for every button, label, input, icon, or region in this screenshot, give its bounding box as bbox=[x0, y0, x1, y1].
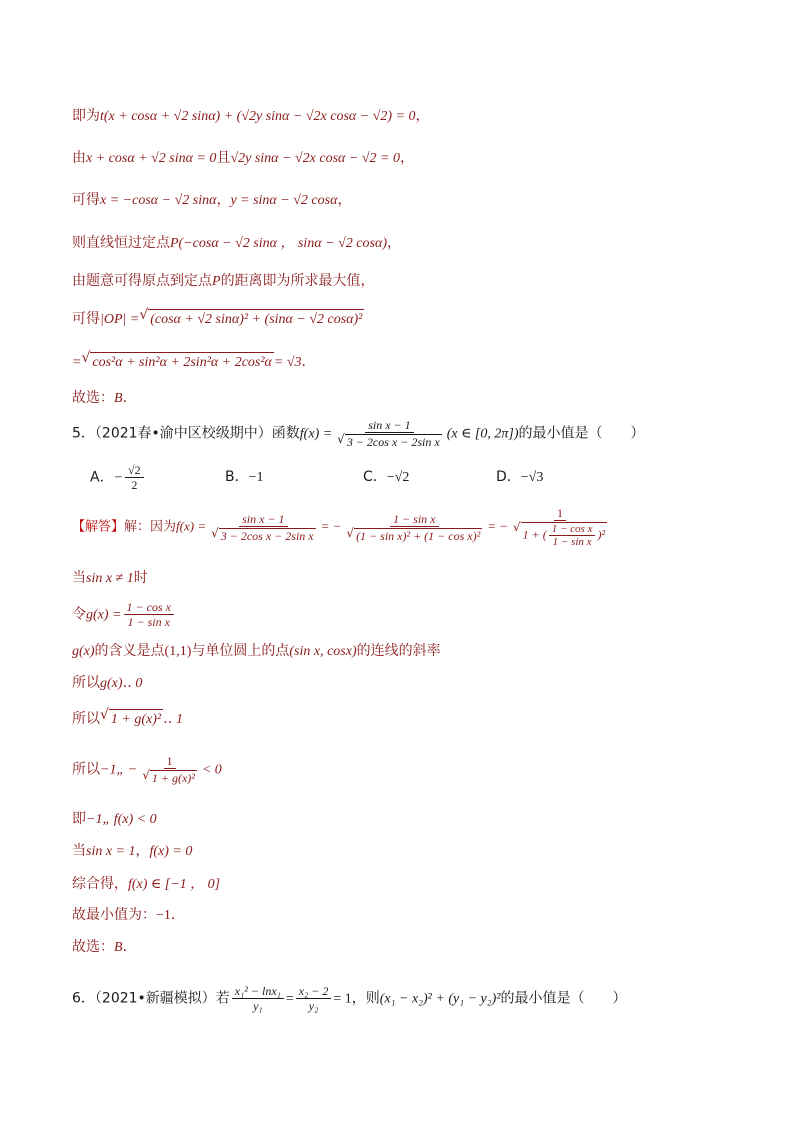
solution-line-3: 可得x = −cosα − √2 sinα，y = sinα − √2 cosα， bbox=[72, 192, 352, 208]
choice-a-fraction: $\frac{√2}{2}$ bbox=[125, 463, 144, 492]
fraction-x2: $\frac{\text{x₂ − 2}}{\text{y₂}}$ bbox=[296, 984, 332, 1013]
answer-tag: 【解答】 bbox=[72, 519, 125, 535]
solution-5-line-9: 当sin x = 1，f(x) = 0 bbox=[72, 843, 193, 859]
choice-a[interactable]: A．− $\frac{√2}{2}$ bbox=[90, 463, 146, 492]
sqrt-cos-sin: √ cos²α + sin²α + 2sin²α + 2cos²α bbox=[81, 351, 273, 373]
solution-5-line-1: 【解答】解：因为f(x) = sin x − 1 √ 3 − 2cos x − 2sin x = − 1 − sin x √ (1 − sin x)² + (1 − cos x)² = − 1 √ 1 + ( $\frac{\text{1 − cos x}}{\text{1 − sin x}}$ )² bbox=[72, 506, 612, 548]
problem-6-stem: 6．（2021•新疆模拟）若 $\frac{\text{x₁² − lnx₁}}{\text{y₁}}$ = $\frac{\text{x₂ − 2}}{\text{y₂}}$ = 1，则(x₁ − x₂)² + (y₁ − y₂)²的最小值是（ ） bbox=[72, 984, 627, 1013]
g-fraction: $\frac{\text{1 − cos x}}{\text{1 − sin x}}$ bbox=[124, 600, 174, 629]
frac-1: sin x − 1 √ 3 − 2cos x − 2sin x bbox=[211, 511, 314, 543]
solution-line-5: 由题意可得原点到定点P的距离即为所求最大值， bbox=[72, 273, 375, 289]
solution-line-4: 则直线恒过定点P(−cosα − √2 sinα ， sinα − √2 cosα)， bbox=[72, 235, 401, 251]
frac-3: 1 √ 1 + ( $\frac{\text{1 − cos x}}{\text{1 − sin x}}$ )² bbox=[512, 506, 606, 548]
choice-b[interactable]: B．−1 bbox=[225, 469, 264, 485]
frac-2: 1 − sin x √ (1 − sin x)² + (1 − cos x)² bbox=[346, 511, 481, 543]
choice-c[interactable]: C．−√2 bbox=[363, 469, 410, 485]
problem-5-stem: 5．（2021春•渝中区校级期中）函数f(x) = sin x − 1 √ 3 − 2cos x − 2sin x (x ∈ [0, 2π])的最小值是（ ） bbox=[72, 418, 645, 449]
fraction-x1: $\frac{\text{x₁² − lnx₁}}{\text{y₁}}$ bbox=[232, 984, 284, 1013]
solution-5-line-8: 即−1„ f(x) < 0 bbox=[72, 811, 157, 827]
solution-line-8: 故选：B． bbox=[72, 390, 137, 406]
solution-line-7: = √ cos²α + sin²α + 2sin²α + 2cos²α = √3． bbox=[72, 351, 316, 373]
inequality-fraction: 1 √ 1 + g(x)² bbox=[142, 754, 195, 785]
function-fraction: sin x − 1 √ 3 − 2cos x − 2sin x bbox=[337, 418, 440, 449]
choice-d[interactable]: D．−√3 bbox=[496, 469, 544, 485]
solution-5-line-2: 当sin x ≠ 1时 bbox=[72, 570, 148, 586]
sqrt-op: √ (cosα + √2 sinα)² + (sinα − √2 cosα)² bbox=[139, 308, 364, 330]
sqrt-1-plus-g: √ 1 + g(x)² bbox=[100, 708, 163, 730]
solution-line-1: 即为t(x + cosα + √2 sinα) + (√2y sinα − √2x cosα − √2) = 0， bbox=[72, 108, 430, 124]
solution-5-line-4: g(x)的含义是点(1,1)与单位圆上的点(sin x, cosx)的连线的斜率 bbox=[72, 643, 441, 659]
solution-line-6: 可得|OP| = √ (cosα + √2 sinα)² + (sinα − √2 cosα)² bbox=[72, 308, 364, 330]
solution-line-2: 由x + cosα + √2 sinα = 0且√2y sinα − √2x cosα − √2 = 0， bbox=[72, 150, 414, 166]
solution-5-line-7: 所以−1„ − 1 √ 1 + g(x)² < 0 bbox=[72, 754, 222, 785]
solution-5-line-6: 所以 √ 1 + g(x)² ‥ 1 bbox=[72, 708, 183, 730]
solution-5-line-10: 综合得，f(x) ∈ [−1 ， 0] bbox=[72, 876, 221, 892]
solution-5-line-3: 令g(x) = $\frac{\text{1 − cos x}}{\text{1 − sin x}}$ bbox=[72, 600, 176, 629]
solution-5-line-5: 所以g(x)‥ 0 bbox=[72, 675, 143, 691]
solution-5-line-11: 故最小值为：−1． bbox=[72, 907, 185, 923]
solution-5-line-12: 故选：B． bbox=[72, 939, 137, 955]
